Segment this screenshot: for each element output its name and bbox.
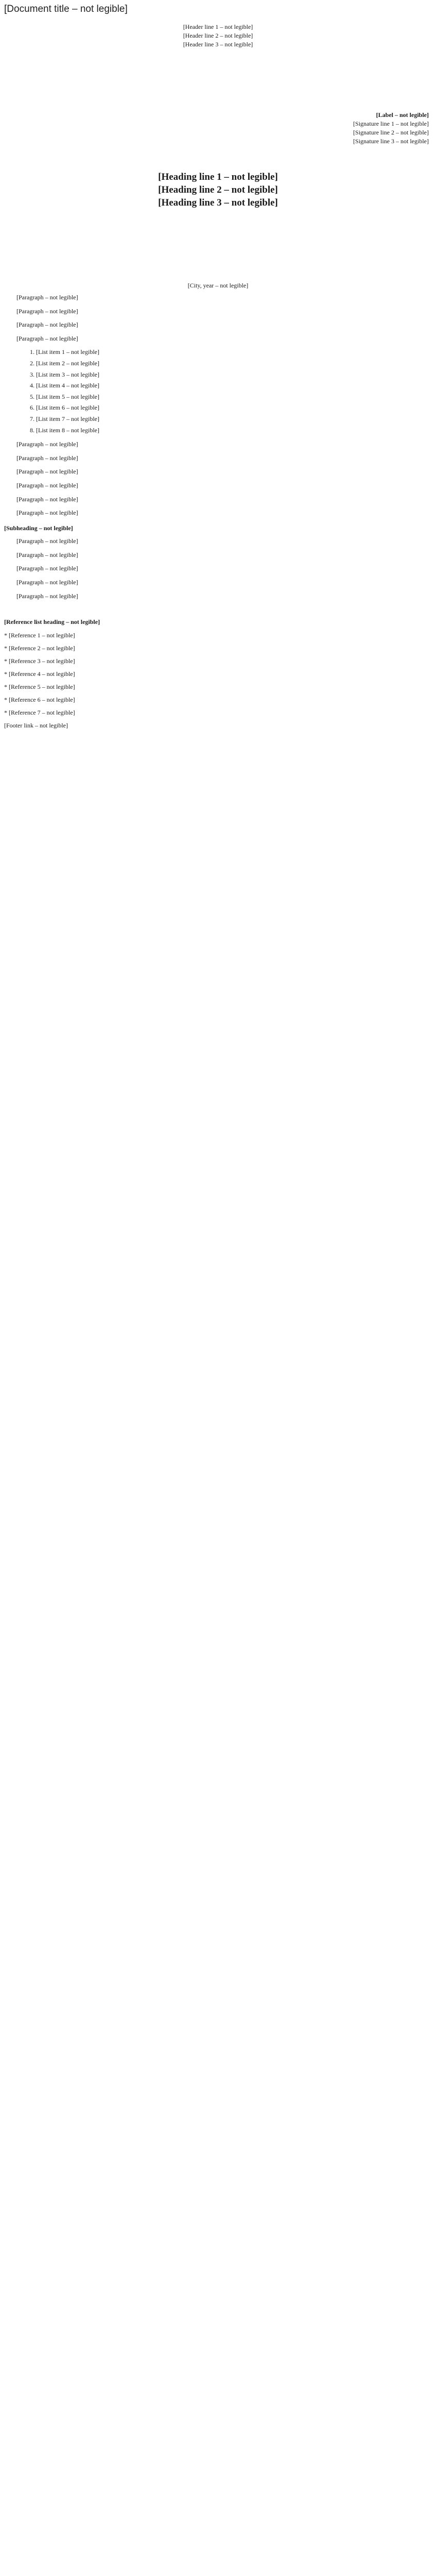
reference-item[interactable]: * [Reference 1 – not legible] [4, 631, 432, 640]
body-paragraph: [Paragraph – not legible] [16, 334, 78, 342]
numbered-list-item: 5. [List item 5 – not legible] [36, 393, 432, 402]
signature-block [4, 111, 429, 146]
reference-item[interactable]: * [Reference 7 – not legible] [4, 708, 432, 717]
main-heading-line: [Heading line 2 – not legible] [158, 184, 278, 195]
main-heading [4, 171, 432, 209]
body-paragraph: [Paragraph – not legible] [16, 294, 78, 301]
main-heading-line: [Heading line 1 – not legible] [158, 172, 278, 182]
body-paragraph: [Paragraph – not legible] [16, 537, 78, 545]
body-paragraph: [Paragraph – not legible] [16, 579, 78, 586]
body-paragraph: [Paragraph – not legible] [16, 565, 78, 572]
body-paragraph: [Paragraph – not legible] [16, 468, 78, 476]
numbered-list-item: 2. [List item 2 – not legible] [36, 359, 432, 368]
reference-list [4, 631, 432, 717]
body-paragraph: [Paragraph – not legible] [16, 321, 78, 329]
body-paragraph: [Paragraph – not legible] [16, 481, 78, 489]
numbered-list-item: 3. [List item 3 – not legible] [36, 370, 432, 380]
section-subheading: [Subheading – not legible] [4, 524, 73, 532]
numbered-list-item: 8. [List item 8 – not legible] [36, 426, 432, 435]
literature-heading: [Reference list heading – not legible] [4, 618, 100, 626]
numbered-list-item: 1. [List item 1 – not legible] [36, 348, 432, 357]
document-title: [Document title – not legible] [4, 4, 128, 14]
signature-line: [Signature line 3 – not legible] [353, 138, 429, 145]
numbered-list-item: 7. [List item 7 – not legible] [36, 415, 432, 424]
document-body [4, 293, 432, 601]
reference-item[interactable]: * [Reference 2 – not legible] [4, 644, 432, 653]
signature-line: [Signature line 2 – not legible] [353, 129, 429, 136]
header-line: [Header line 2 – not legible] [183, 32, 253, 39]
numbered-list [4, 348, 432, 435]
body-paragraph: [Paragraph – not legible] [16, 440, 78, 448]
body-paragraph: [Paragraph – not legible] [16, 551, 78, 558]
signature-title: [Label – not legible] [376, 111, 429, 118]
reference-item[interactable]: * [Reference 5 – not legible] [4, 683, 432, 691]
header-line: [Header line 3 – not legible] [183, 41, 253, 48]
body-paragraph: [Paragraph – not legible] [16, 495, 78, 503]
numbered-list-item: 6. [List item 6 – not legible] [36, 403, 432, 413]
signature-line: [Signature line 1 – not legible] [353, 120, 429, 127]
numbered-list-item: 4. [List item 4 – not legible] [36, 381, 432, 391]
reference-item[interactable]: * [Reference 4 – not legible] [4, 670, 432, 679]
footer-link[interactable]: [Footer link – not legible] [4, 722, 68, 730]
body-paragraph: [Paragraph – not legible] [16, 307, 78, 315]
body-paragraph: [Paragraph – not legible] [16, 592, 78, 600]
city-year: [City, year – not legible] [187, 282, 249, 289]
document-header-block [4, 23, 432, 49]
body-paragraph: [Paragraph – not legible] [16, 454, 78, 462]
main-heading-line: [Heading line 3 – not legible] [158, 197, 278, 208]
body-paragraph: [Paragraph – not legible] [16, 509, 78, 517]
reference-item[interactable]: * [Reference 3 – not legible] [4, 657, 432, 666]
header-line: [Header line 1 – not legible] [183, 23, 253, 30]
reference-item[interactable]: * [Reference 6 – not legible] [4, 696, 432, 704]
